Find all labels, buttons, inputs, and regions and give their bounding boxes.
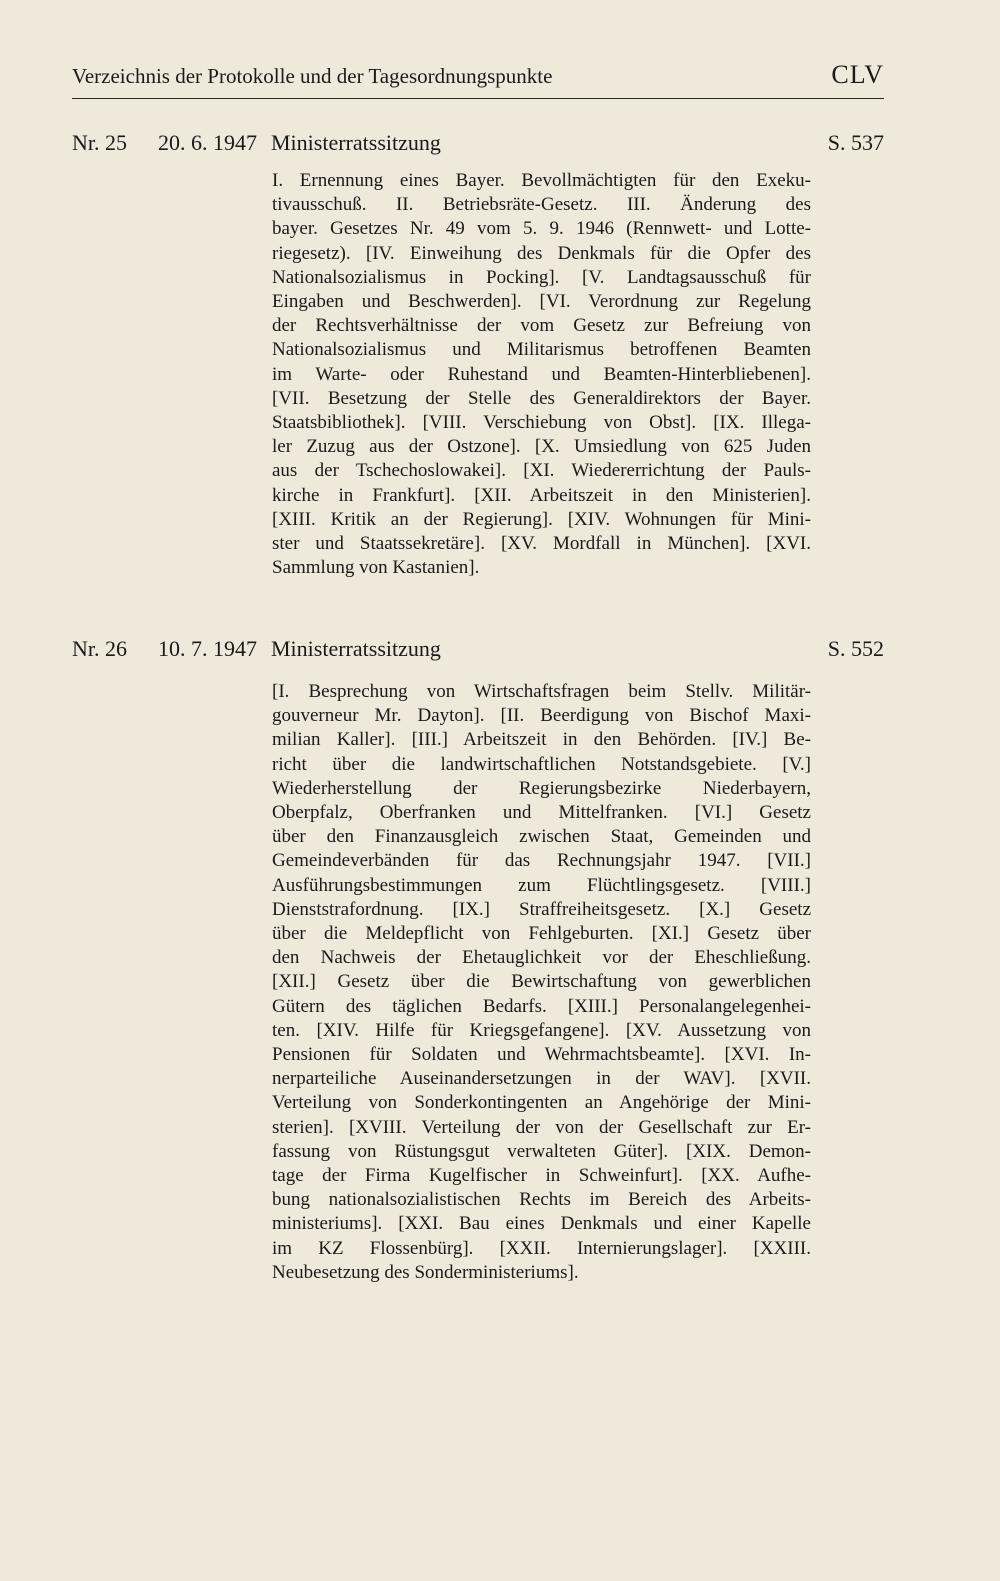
agenda-line: Ausführungsbestimmungen zum Flüchtlingsgesetz. [VIII.]	[272, 874, 811, 896]
protocol-entry	[72, 130, 884, 580]
agenda-line: [XIII. Kritik an der Regierung]. [XIV. Wohnungen für Mini-	[272, 508, 811, 530]
entry-heading	[72, 130, 884, 164]
entry-title: Ministerratssitzung	[271, 636, 441, 661]
entry-number: Nr. 26	[72, 636, 127, 661]
agenda-line: Oberpfalz, Oberfranken und Mittelfranken. [VI.] Gesetz	[272, 802, 811, 824]
agenda-line: tivausschuß. II. Betriebsräte-Gesetz. III. Änderung des	[272, 194, 811, 216]
agenda-line: Nationalsozialismus in Pocking]. [V. Landtagsausschuß für	[272, 266, 811, 288]
agenda-line: Dienststrafordnung. [IX.] Straffreiheitsgesetz. [X.] Gesetz	[272, 898, 811, 920]
agenda-line: kirche in Frankfurt]. [XII. Arbeitszeit in den Ministerien].	[272, 484, 811, 506]
agenda-line: fassung von Rüstungsgut verwalteten Güter]. [XIX. Demon-	[272, 1140, 811, 1162]
agenda-line: im KZ Flossenbürg]. [XXII. Internierungslager]. [XXIII.	[272, 1237, 811, 1259]
agenda-line: riegesetz). [IV. Einweihung des Denkmals für die Opfer des	[272, 242, 811, 264]
agenda-line: Sammlung von Kastanien].	[272, 557, 480, 579]
page-number: CLV	[831, 60, 884, 89]
running-head	[72, 62, 884, 98]
agenda-line: [I. Besprechung von Wirtschaftsfragen beim Stellv. Militär-	[272, 681, 811, 702]
agenda-line: bayer. Gesetzes Nr. 49 vom 5. 9. 1946 (Rennwett- und Lotte-	[272, 218, 811, 240]
agenda-line: Pensionen für Soldaten und Wehrmachtsbeamte]. [XVI. In-	[272, 1044, 811, 1066]
agenda-line: über den Finanzausgleich zwischen Staat, Gemeinden und	[272, 826, 811, 848]
agenda-line: gouverneur Mr. Dayton]. [II. Beerdigung von Bischof Maxi-	[272, 705, 811, 727]
agenda-text	[272, 680, 811, 1285]
agenda-line: Eingaben und Beschwerden]. [VI. Verordnung zur Regelung	[272, 291, 811, 313]
agenda-line: ler Zuzug aus der Ostzone]. [X. Umsiedlung von 625 Juden	[272, 436, 811, 458]
agenda-line: Gemeindeverbänden für das Rechnungsjahr 1947. [VII.]	[272, 850, 811, 872]
agenda-line: Staatsbibliothek]. [VIII. Verschiebung von Obst]. [IX. Illega-	[272, 412, 811, 434]
agenda-line: der Rechtsverhältnisse der vom Gesetz zur Befreiung von	[272, 315, 811, 337]
agenda-line: im Warte- oder Ruhestand und Beamten-Hinterbliebenen].	[272, 363, 811, 385]
agenda-line: Gütern des täglichen Bedarfs. [XIII.] Personalangelegenhei-	[272, 995, 811, 1017]
agenda-line: ministeriums]. [XXI. Bau eines Denkmals und einer Kapelle	[272, 1213, 811, 1235]
entry-heading	[72, 636, 884, 670]
entry-page-ref: S. 537	[827, 130, 884, 155]
agenda-line: ten. [XIV. Hilfe für Kriegsgefangene]. [XV. Aussetzung von	[272, 1019, 811, 1041]
agenda-line: milian Kaller]. [III.] Arbeitszeit in den Behörden. [IV.] Be-	[272, 729, 811, 751]
agenda-line: sterien]. [XVIII. Verteilung der von der Gesellschaft zur Er-	[272, 1116, 811, 1138]
agenda-line: über die Meldepflicht von Fehlgeburten. [XI.] Gesetz über	[272, 923, 811, 945]
protocol-entry	[72, 636, 884, 1285]
agenda-line: den Nachweis der Ehetauglichkeit vor der Eheschließung.	[272, 947, 811, 969]
agenda-line: I. Ernennung eines Bayer. Bevollmächtigten für den Exeku-	[272, 170, 811, 191]
agenda-text	[272, 169, 811, 580]
agenda-line: Nationalsozialismus und Militarismus betroffenen Beamten	[272, 339, 811, 361]
agenda-line: [VII. Besetzung der Stelle des Generaldirektors der Bayer.	[272, 387, 811, 409]
running-head-title: Verzeichnis der Protokolle und der Tagesordnungspunkte	[72, 64, 553, 88]
entry-date: 10. 7. 1947	[158, 636, 257, 661]
header-rule	[72, 98, 884, 99]
agenda-line: Wiederherstellung der Regierungsbezirke Niederbayern,	[272, 777, 811, 799]
entry-page-ref: S. 552	[827, 636, 884, 661]
agenda-line: Verteilung von Sonderkontingenten an Angehörige der Mini-	[272, 1092, 811, 1114]
entry-number: Nr. 25	[72, 130, 127, 155]
entry-date: 20. 6. 1947	[158, 130, 257, 155]
agenda-line: aus der Tschechoslowakei]. [XI. Wiedererrichtung der Pauls-	[272, 460, 811, 482]
entry-title: Ministerratssitzung	[271, 130, 441, 155]
agenda-line: bung nationalsozialistischen Rechts im Bereich des Arbeits-	[272, 1189, 811, 1211]
agenda-line: nerparteiliche Auseinandersetzungen in der WAV]. [XVII.	[272, 1068, 811, 1090]
agenda-line: ster und Staatssekretäre]. [XV. Mordfall in München]. [XVI.	[272, 533, 811, 555]
agenda-line: [XII.] Gesetz über die Bewirtschaftung von gewerblichen	[272, 971, 811, 993]
agenda-line: Neubesetzung des Sonderministeriums].	[272, 1261, 579, 1283]
agenda-line: richt über die landwirtschaftlichen Notstandsgebiete. [V.]	[272, 753, 811, 775]
agenda-line: tage der Firma Kugelfischer in Schweinfurt]. [XX. Aufhe-	[272, 1165, 811, 1187]
